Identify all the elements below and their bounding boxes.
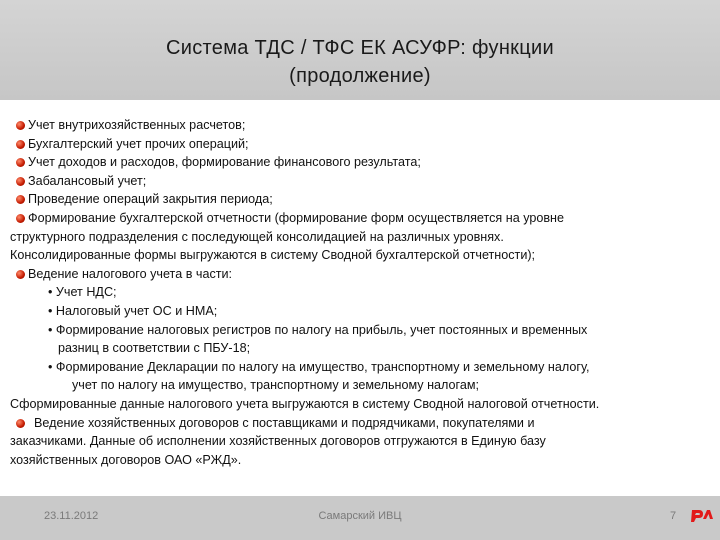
list-item-note: Сформированные данные налогового учета выгружаются в систему Сводной налоговой отчетности. [10,396,600,411]
list-item: Учет доходов и расходов, формирование финансового результата; [10,153,710,172]
sub-list-item: • Формирование Декларации по налогу на имущество, транспортному и земельному налогу, [48,359,590,374]
list-item: Забалансовый учет; [10,172,710,191]
page-number: 7 [670,510,677,522]
list-item: Ведение хозяйственных договоров с поставщиками и подрядчиками, покупателями и [10,414,710,433]
red-sphere-bullet-icon [16,158,25,167]
sub-list-item: • Налоговый учет ОС и НМА; [48,303,218,318]
list-item: Формирование бухгалтерской отчетности (формирование форм осуществляется на уровне [10,209,710,228]
list-item: Ведение налогового учета в части: [10,265,710,284]
slide-content [10,116,710,469]
list-item: Проведение операций закрытия периода; [10,190,710,209]
slide-header [0,0,720,100]
sub-list-item-continuation: разниц в соответствии с ПБУ-18; [58,341,251,356]
slide-footer [0,496,720,540]
red-sphere-bullet-icon [16,195,25,204]
red-sphere-bullet-icon [16,270,25,279]
list-item-continuation: хозяйственных договоров ОАО «РЖД». [10,452,242,467]
list-item-continuation: Консолидированные формы выгружаются в систему Сводной бухгалтерской отчетности); [10,248,536,263]
list-item: Бухгалтерский учет прочих операций; [10,135,710,154]
list-item-continuation: заказчиками. Данные об исполнении хозяйственных договоров отгружаются в Единую базу [10,434,546,449]
list-item: Учет внутрихозяйственных расчетов; [10,116,710,135]
red-sphere-bullet-icon [16,121,25,130]
red-sphere-bullet-icon [16,419,25,428]
red-sphere-bullet-icon [16,214,25,223]
slide-title [60,34,660,90]
slide-title-line1: Система ТДС / ТФС ЕК АСУФР: функции [166,37,554,59]
slide-title-line2: (продолжение) [289,65,431,87]
red-sphere-bullet-icon [16,177,25,186]
footer-date: 23.11.2012 [44,510,99,522]
rzd-logo-icon [690,506,714,524]
footer-organization: Самарский ИВЦ [318,510,402,522]
red-sphere-bullet-icon [16,140,25,149]
sub-list-item: • Формирование налоговых регистров по налогу на прибыль, учет постоянных и временных [48,322,588,337]
list-item-continuation: структурного подразделения с последующей консолидацией на различных уровнях. [10,229,504,244]
sub-list-item-continuation: учет по налогу на имущество, транспортному и земельному налогам; [72,378,480,393]
sub-list-item: • Учет НДС; [48,285,117,300]
